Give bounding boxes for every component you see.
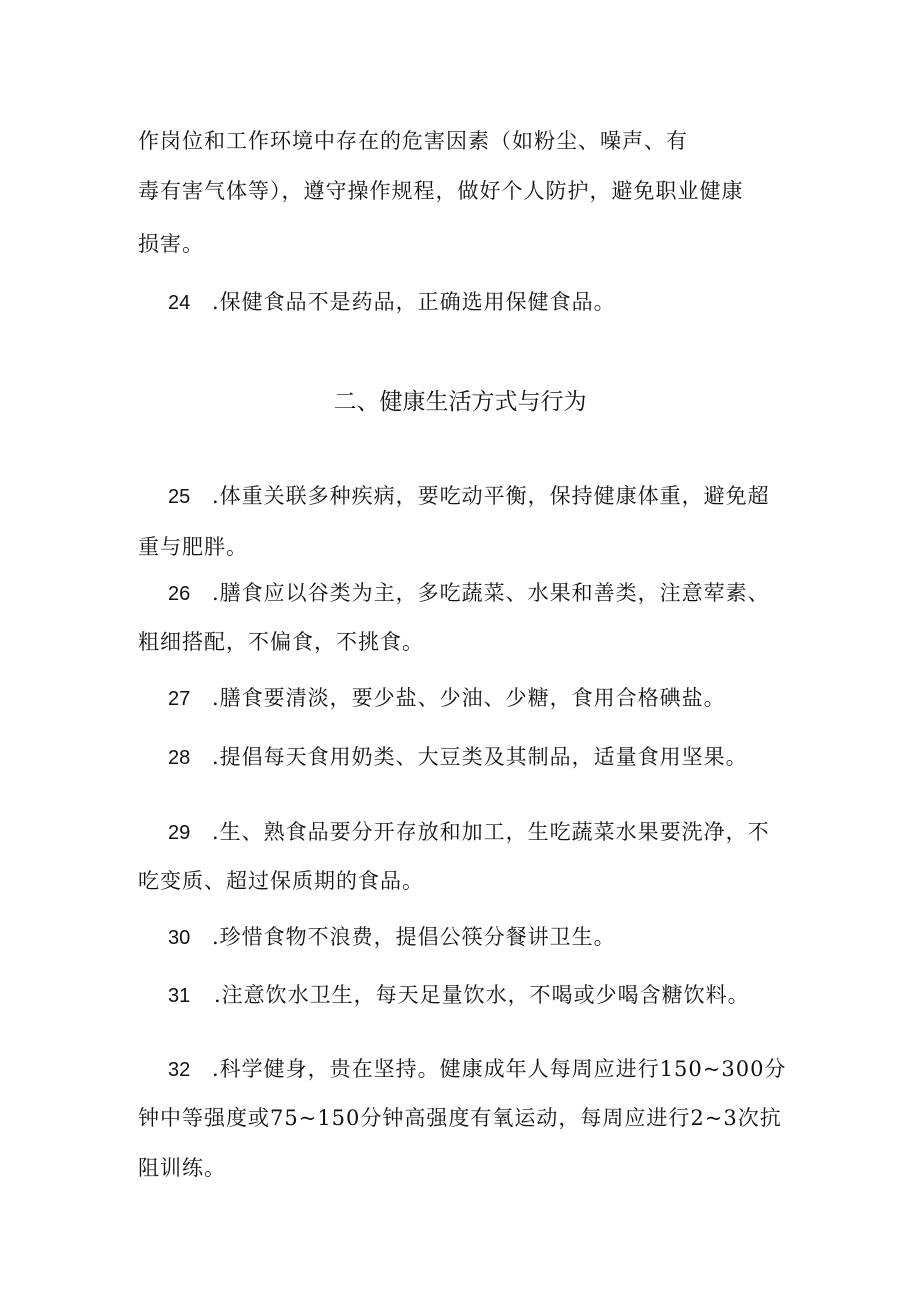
item-text: .膳食要清淡，要少盐、少油、少糖，食用合格碘盐。 bbox=[212, 686, 726, 710]
item-text: .科学健身，贵在坚持。健康成年人每周应进行150~300分 bbox=[212, 1057, 787, 1081]
item-text: .提倡每天食用奶类、大豆类及其制品，适量食用坚果。 bbox=[212, 745, 748, 769]
item-25 bbox=[168, 482, 770, 511]
item-30 bbox=[168, 923, 616, 952]
item-32-continuation-2: 阻训练。 bbox=[138, 1156, 226, 1180]
item-27 bbox=[168, 684, 726, 713]
section-heading: 二、健康生活方式与行为 bbox=[333, 389, 587, 415]
item-number: 25 bbox=[168, 486, 191, 508]
item-text: .保健食品不是药品，正确选用保健食品。 bbox=[212, 290, 616, 314]
item-text: .体重关联多种疾病，要吃动平衡，保持健康体重，避免超 bbox=[212, 484, 770, 508]
item-32 bbox=[168, 1055, 786, 1084]
item-number: 28 bbox=[168, 747, 191, 769]
item-31 bbox=[168, 981, 750, 1010]
item-number: 24 bbox=[168, 292, 191, 314]
item-26-continuation: 粗细搭配，不偏食，不挑食。 bbox=[138, 630, 424, 654]
item-26 bbox=[168, 579, 770, 608]
item-28 bbox=[168, 743, 748, 772]
item-text: .珍惜食物不浪费，提倡公筷分餐讲卫生。 bbox=[212, 925, 616, 949]
item-number: 30 bbox=[168, 927, 191, 949]
item-text: .生、熟食品要分开存放和加工，生吃蔬菜水果要洗净，不 bbox=[212, 820, 770, 844]
item-32-continuation-1: 钟中等强度或75~150分钟高强度有氧运动，每周应进行2~3次抗 bbox=[138, 1106, 782, 1130]
item-number: 26 bbox=[168, 583, 191, 605]
item-number: 27 bbox=[168, 688, 191, 710]
item-25-continuation: 重与肥胖。 bbox=[138, 535, 248, 559]
intro-line-3: 损害。 bbox=[138, 232, 204, 256]
intro-line-2: 毒有害气体等），遵守操作规程，做好个人防护，避免职业健康 bbox=[138, 179, 744, 203]
item-29-continuation: 吃变质、超过保质期的食品。 bbox=[138, 869, 424, 893]
item-number: 29 bbox=[168, 822, 191, 844]
item-number: 32 bbox=[168, 1059, 191, 1081]
item-text: .注意饮水卫生，每天足量饮水，不喝或少喝含糖饮料。 bbox=[214, 983, 750, 1007]
item-text: .膳食应以谷类为主，多吃蔬菜、水果和善类，注意荤素、 bbox=[212, 581, 770, 605]
intro-line-1: 作岗位和工作环境中存在的危害因素（如粉尘、噪声、有 bbox=[138, 129, 688, 153]
item-24 bbox=[168, 288, 616, 317]
item-29 bbox=[168, 818, 770, 847]
item-number: 31 bbox=[168, 985, 191, 1007]
